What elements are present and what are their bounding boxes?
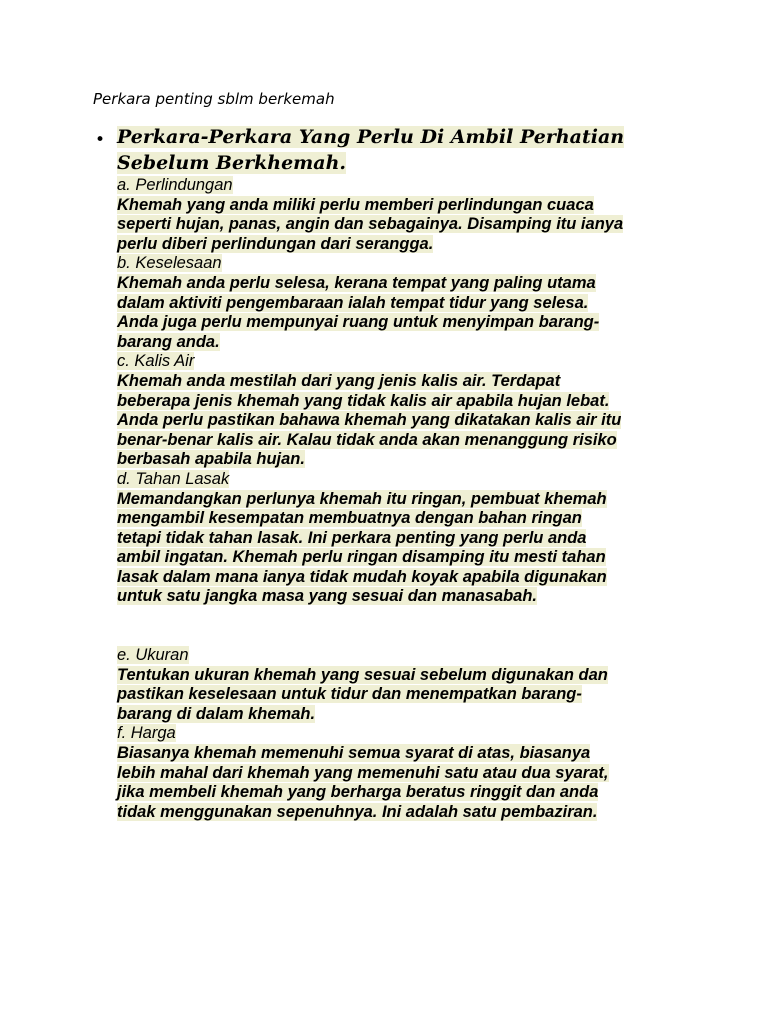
- text-line: Memandangkan perlunya khemah itu ringan, pembuat khemah: [117, 489, 607, 508]
- bullet-marker: •: [95, 130, 106, 150]
- text-line: Khemah anda mestilah dari yang jenis kalis air. Terdapat: [117, 371, 561, 390]
- section-ukuran: [117, 646, 677, 724]
- text-line: untuk satu jangka masa yang sesuai dan manasabah.: [117, 587, 537, 606]
- heading-line: Sebelum Berkhemah.: [117, 152, 347, 174]
- section-label: c. Kalis Air: [117, 352, 195, 371]
- text-line: tidak menggunakan sepenuhnya. Ini adalah satu pembaziran.: [117, 802, 598, 821]
- text-line: seperti hujan, panas, angin dan sebagainya. Disamping itu ianya: [117, 215, 624, 234]
- section-keselesaan: [117, 254, 677, 352]
- section-text: [117, 490, 677, 608]
- text-line: perlu diberi perlindungan dari serangga.: [117, 234, 434, 253]
- section-label: f. Harga: [117, 724, 176, 743]
- text-line: mengambil kesempatan membuatnya dengan bahan ringan: [117, 509, 582, 528]
- paragraph-gap: [117, 607, 677, 646]
- section-label: a. Perlindungan: [117, 176, 233, 194]
- section-heading: [117, 124, 677, 176]
- section-perlindungan: [117, 176, 677, 254]
- section-tahan-lasak: [117, 470, 677, 607]
- document-body: [117, 124, 677, 822]
- text-line: pastikan keselesaan untuk tidur dan menempatkan barang-: [117, 685, 582, 704]
- text-line: Khemah anda perlu selesa, kerana tempat yang paling utama: [117, 273, 596, 292]
- section-text: [117, 744, 677, 822]
- section-label: b. Keselesaan: [117, 254, 222, 273]
- text-line: Biasanya khemah memenuhi semua syarat di atas, biasanya: [117, 744, 591, 763]
- text-line: berbasah apabila hujan.: [117, 450, 305, 469]
- text-line: barang di dalam khemah.: [117, 704, 316, 723]
- text-line: ambil ingatan. Khemah perlu ringan disamping itu mesti tahan: [117, 548, 606, 567]
- text-line: lebih mahal dari khemah yang memenuhi satu atau dua syarat,: [117, 763, 609, 782]
- section-text: [117, 196, 677, 255]
- section-text: [117, 372, 677, 470]
- text-line: dalam aktiviti pengembaraan ialah tempat tidur yang selesa.: [117, 293, 589, 312]
- text-line: Tentukan ukuran khemah yang sesuai sebelum digunakan dan: [117, 665, 608, 684]
- text-line: benar-benar kalis air. Kalau tidak anda akan menanggung risiko: [117, 430, 617, 449]
- section-harga: [117, 724, 677, 822]
- text-line: jika membeli khemah yang berharga beratus ringgit dan anda: [117, 783, 599, 802]
- text-line: barang anda.: [117, 332, 220, 351]
- heading-line: Perkara-Perkara Yang Perlu Di Ambil Perhatian: [117, 126, 625, 148]
- text-line: Anda juga perlu mempunyai ruang untuk menyimpan barang-: [117, 313, 600, 332]
- section-label: d. Tahan Lasak: [117, 469, 230, 488]
- document-title: Perkara penting sblm berkemah: [93, 90, 335, 108]
- section-label: e. Ukuran: [117, 646, 189, 665]
- text-line: beberapa jenis khemah yang tidak kalis air apabila hujan lebat.: [117, 391, 610, 410]
- section-text: [117, 666, 677, 725]
- text-line: Khemah yang anda miliki perlu memberi perlindungan cuaca: [117, 195, 594, 214]
- text-line: lasak dalam mana ianya tidak mudah koyak apabila digunakan: [117, 567, 607, 586]
- text-line: Anda perlu pastikan bahawa khemah yang dikatakan kalis air itu: [117, 411, 622, 430]
- text-line: tetapi tidak tahan lasak. Ini perkara penting yang perlu anda: [117, 528, 587, 547]
- section-text: [117, 274, 677, 352]
- section-kalis-air: [117, 352, 677, 470]
